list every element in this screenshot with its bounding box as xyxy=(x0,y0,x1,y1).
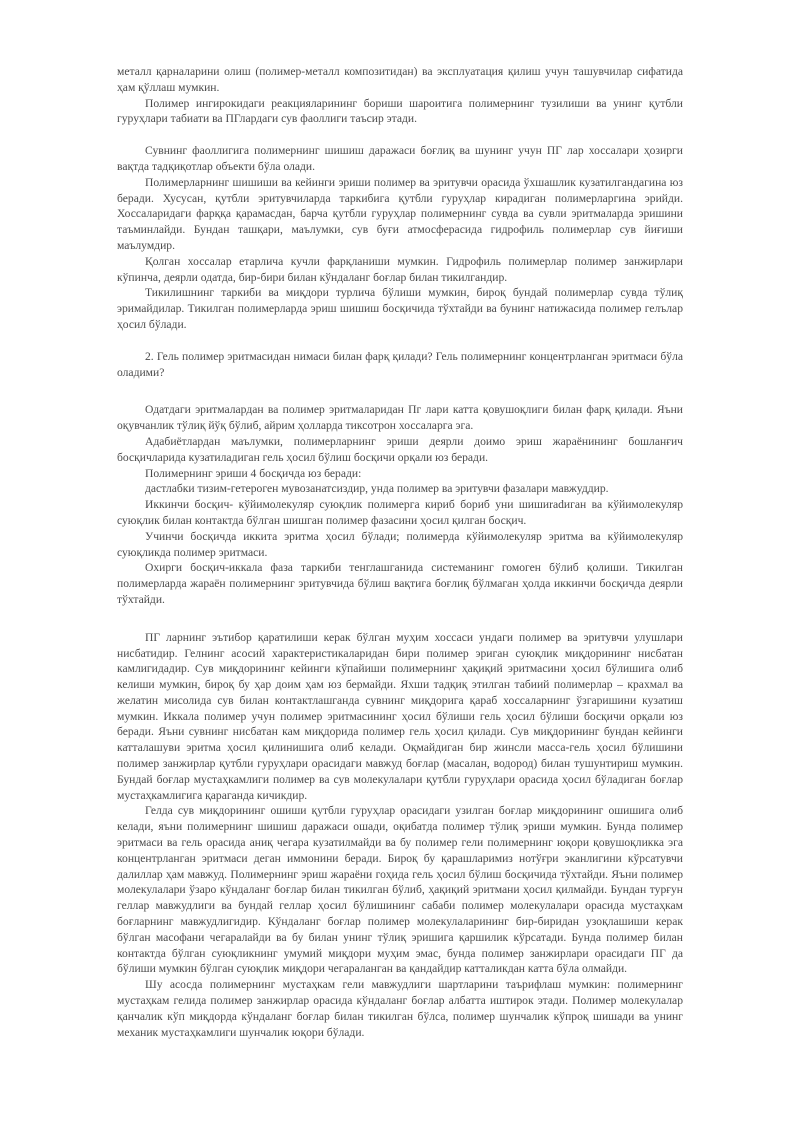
document-page xyxy=(117,64,683,1040)
paragraph-swelling-dissolution: Полимерларнинг шишиши ва кейинги эриши полимер ва эритувчи орасида ўхшашлик кузатилгандагина юз беради. Хусусан, қутбли эритувчиларда таркибига қутбли гуруҳлар кирадиган полимерларгина эрийди. Хоссаларидаги фарққа қарамасдан, барча қутбли гуруҳлар полимернинг сувда ва сувли эритмаларда эришини таъминлайди. Бундан ташқари, маълумки, сув буғи атмосферасида гидрофиль полимерлар сув йиғиши маълумдир. xyxy=(117,175,683,252)
paragraph-water-increase: Гелда сув миқдорининг ошиши қутбли гуруҳлар орасидаги узилган боғлар миқдорининг ошишига олиб келади, яъни полимернинг шишиш даражаси ошади, оқибатда полимер тўлиқ эриши мумкин. Бунда полимер эритмаси ва гель орасида аниқ чегара кузатилмайди ва бу полимер гели полимернинг юқори қовушоқликка эга концентрланган эритмаси деган иммонини беради. Бироқ бу қарашларимиз нотўғри эканлигини кўрсатувчи далиллар ҳам мавжуд. Полимернинг эриш жараёни гоҳида гель ҳосил бўлиш босқичида тўхтайди. Яъни полимер молекулалари ўзаро кўндаланг боғлар билан тикилган бўлиб, ҳақиқий эритмани ҳосил қилмайди. Бундан турғун геллар мавжудлиги ва бундай геллар ҳосил бўлишининг сабаби полимер молекулалари орасида мустаҳкам боғларнинг мавжудлигидир. Кўндаланг боғлар полимер молекулаларининг бир-биридан узоқлашиши керак бўлган масофани чегаралайди ва бу билан унинг тўлиқ эришига қаршилик кўрсатади. Бунда полимер билан контактда бўлган суюқликнинг умумий миқдори муҳим эмас, бунда полимер занжирлари орасидаги ПГ да бўлиши мумкин бўлган суюқлик миқдори чегараланган ва қандайдир катталикдан катта бўла олмайди. xyxy=(117,804,683,976)
paragraph-stage-1: дастлабки тизим-гетероген мувозанатсиздир, унда полимер ва эритувчи фазалари мавжуддир. xyxy=(145,482,609,496)
paragraph-stage-2: Иккинчи босқич- кўйимолекуляр суюқлик полимерга кириб бориб уни шишиradиган ва кўйимолекуляр суюқлик билан контактда бўлган шишган полимер фазасини ҳосил қилган босқич. xyxy=(117,498,683,527)
paragraph-crosslinking: Тикилишнинг таркиби ва миқдори турлича бўлиши мумкин, бироқ бундай полимерлар сувда тўлиқ эримайдилар. Тикилган полимерларда эриш шишиш босқичида тўхтайди ва бунинг натижасида полимер гелълар ҳосил бўлади. xyxy=(117,286,683,331)
paragraph-literature: Адабиётлардан маълумки, полимерларнинг эриши деярли доимо эриш жараёнининг бошланғич босқичларида кузатиладиган гель ҳосил бўлиш босқичи орқали юз беради. xyxy=(117,434,683,464)
paragraph-continuation: металл қарналарини олиш (полимер-металл композитидан) ва эксплуатация қилиш учун ташувчилар сифатида ҳам қўллаш мумкин. xyxy=(117,65,683,94)
paragraph-gel-conditions: Шу асосда полимернинг мустаҳкам гели мавжудлиги шартларини таърифлаш мумкин: полимернинг мустаҳкам гелида полимер занжирлар орасида кўндаланг боғлар албатта иштирок этади. Полимер молекулалар қанчалик кўп миқдорда кўндаланг боғлар билан тикилган бўлса, полимер шунчалик кўпроқ шишади ва унинг механик мустаҳкамлиги шунчалик юқори бўлади. xyxy=(117,978,683,1039)
paragraph-stage-4: Охирги босқич-иккала фаза таркиби тенглашганида системанинг гомоген бўлиб қолиши. Тикилган полимерларда жараён полимернинг эритувчида бўлиш вақтига боғлиқ бўлмаган ҳолда иккинчи босқичда деярли тўхтайди. xyxy=(117,561,683,606)
paragraph-stage-3: Учинчи босқичда иккита эритма ҳосил бўлади; полимерда кўйимолекуляр эритма ва кўйимолекуляр суюқликда полимер эритмаси. xyxy=(117,529,683,559)
paragraph-pg-ratio: ПГ ларнинг эътибор қаратилиши керак бўлган муҳим хоссаси ундаги полимер ва эритувчи улушлари нисбатидир. Гелнинг асосий характеристикаларидан бири полимер эриган суюқлик миқдорининг нисбатан камлигидадир. Сув миқдорининг кейинги кўпайиши полимернинг ҳақиқий эритмасини ҳосил бўлишига олиб келиши мумкин, бироқ бу ҳар доим ҳам юз бермайди. Яхши тадқиқ этилган табиий полимерлар – крахмал ва желатин мисолида сув билан контактлашганда сувнинг миқдорига қараб хоссаларнинг ўзгаришини кузатиш мумкин. Иккала полимер учун полимер эритмасининг ҳосил бўлиши гель ҳосил бўлиши босқичи орқали юз беради. Яъни сувнинг нисбатан кам миқдорида полимер гель ҳосил қилади. Сув миқдорининг бундан кейинги катталашуви эритма ҳосил қилинишига олиб келади. Оқмайдиган бир жинсли масса-гель ҳосил бўлишини полимер занжирлар қутбли гуруҳлари орасидаги мавжуд боғлар (масалан, водород) билан тушунтириш мумкин. Бундай боғлар мустаҳкамлиги полимер ва сув молекулалари қутбли гуруҳлари орасида ҳосил бўладиган боғлар мустаҳкамлигига қараганда кичикдир. xyxy=(117,630,683,802)
paragraph-water-activity: Сувнинг фаоллигига полимернинг шишиш даражаси боғлиқ ва шунинг учун ПГ лар хоссалари ҳозирги вақтда тадқиқотлар объекти бўла олади. xyxy=(117,144,683,173)
paragraph-four-stages: Полимернинг эриши 4 босқичда юз беради: xyxy=(145,466,362,480)
paragraph-hydrophilic-polymers: Қолган хоссалар етарлича кучли фарқланиши мумкин. Гидрофиль полимерлар полимер занжирлари кўпинча, деярли одатда, бир-бири билан кўндаланг боғлар билан тикилгандир. xyxy=(117,254,683,284)
paragraph-reaction-conditions: Полимер ингирокидаги реакцияларининг бориши шароитига полимернинг тузилиши ва унинг қутбли гуруҳлари табиати ва ПГлардаги сув фаоллиги таъсир этади. xyxy=(117,96,683,126)
paragraph-viscosity: Одатдаги эритмалардан ва полимер эритмаларидан Пг лари катта қовушоқлиги билан фарқ қилади. Яъни оқувчанлик тўлиқ йўқ бўлиб, айрим ҳолларда тиксотрон хоссаларга эга. xyxy=(117,403,683,433)
question-2-heading: 2. Гель полимер эритмасидан нимаси билан фарқ қилади? Гель полимернинг концентрланган эритмаси бўла оладими? xyxy=(117,349,683,379)
